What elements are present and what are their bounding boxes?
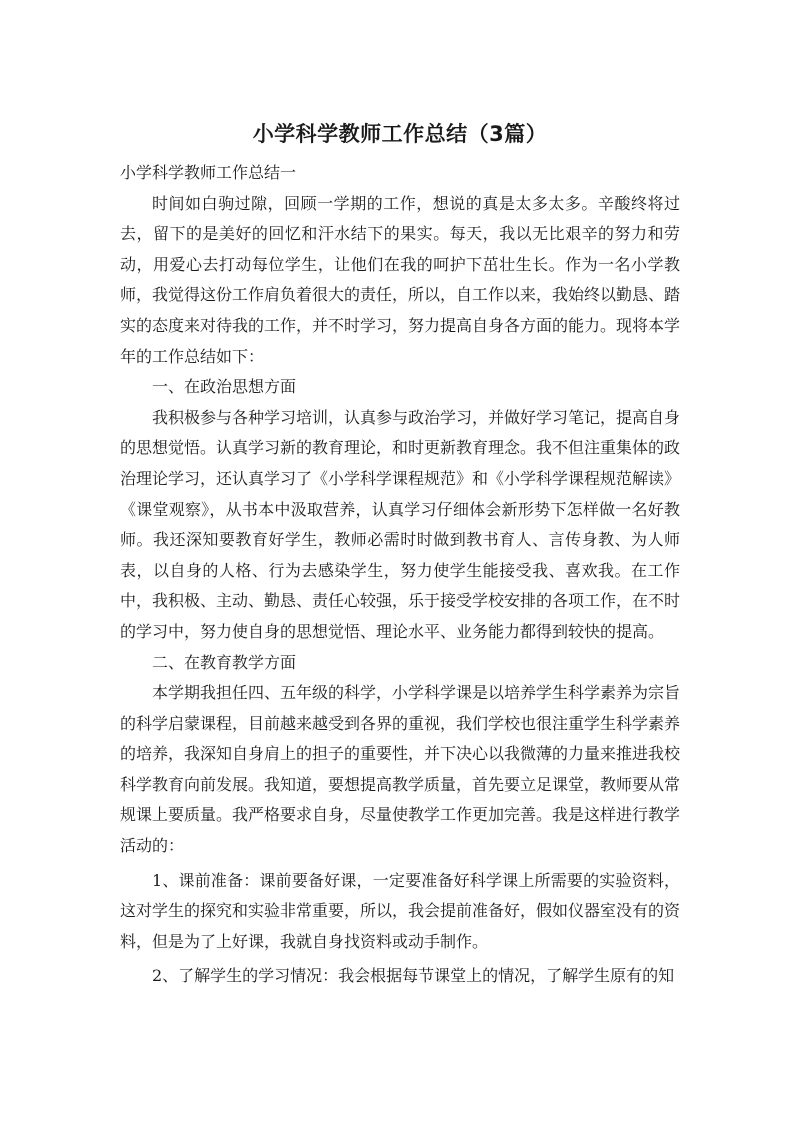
document-body — [120, 158, 680, 992]
heading-teaching: 二、在教育教学方面 — [152, 652, 297, 672]
section-subtitle: 小学科学教师工作总结一 — [120, 163, 297, 182]
document-title: 小学科学教师工作总结（3篇） — [252, 122, 548, 146]
paragraph-intro: 时间如白驹过隙，回顾一学期的工作，想说的真是太多太多。辛酸终将过去，留下的是美好的回忆和汗水结下的果实。每天，我以无比艰辛的努力和劳动，用爱心去打动每位学生，让他们在我的呵护下茁壮生长。作为一名小学教师，我觉得这份工作肩负着很大的责任，所以，自工作以来，我始终以勤恳、踏实的态度来对待我的工作，并不时学习，努力提高自身各方面的能力。现将本学年的工作总结如下： — [120, 193, 681, 366]
paragraph-teaching: 本学期我担任四、五年级的科学，小学科学课是以培养学生科学素养为宗旨的科学启蒙课程，目前越来越受到各界的重视，我们学校也很注重学生科学素养的培养，我深知自身肩上的担子的重要性，并下决心以我微薄的力量来推进我校科学教育向前发展。我知道，要想提高教学质量，首先要立足课堂，教师要从常规课上要质量。我严格要求自身，尽量使教学工作更加完善。我是这样进行教学活动的： — [120, 683, 681, 856]
heading-political: 一、在政治思想方面 — [152, 377, 297, 397]
paragraph-item-2: 2、了解学生的学习情况：我会根据每节课堂上的情况，了解学生原有的知 — [152, 966, 675, 986]
paragraph-item-1: 1、课前准备：课前要备好课，一定要准备好科学课上所需要的实验资料，这对学生的探究和实验非常重要，所以，我会提前准备好，假如仪器室没有的资料，但是为了上好课，我就自身找资料或动手制作。 — [120, 870, 681, 951]
paragraph-political: 我积极参与各种学习培训，认真参与政治学习，并做好学习笔记，提高自身的思想觉悟。认真学习新的教育理论，和时更新教育理念。我不但注重集体的政治理论学习，还认真学习了《小学科学课程规范》和《小学科学课程规范解读》《课堂观察》，从书本中汲取营养，认真学习仔细体会新形势下怎样做一名好教师。我还深知要教育好学生，教师必需时时做到教书育人、言传身教、为人师表，以自身的人格、行为去感染学生，努力使学生能接受我、喜欢我。在工作中，我积极、主动、勤恳、责任心较强，乐于接受学校安排的各项工作，在不时的学习中，努力使自身的思想觉悟、理论水平、业务能力都得到较快的提高。 — [120, 407, 681, 641]
